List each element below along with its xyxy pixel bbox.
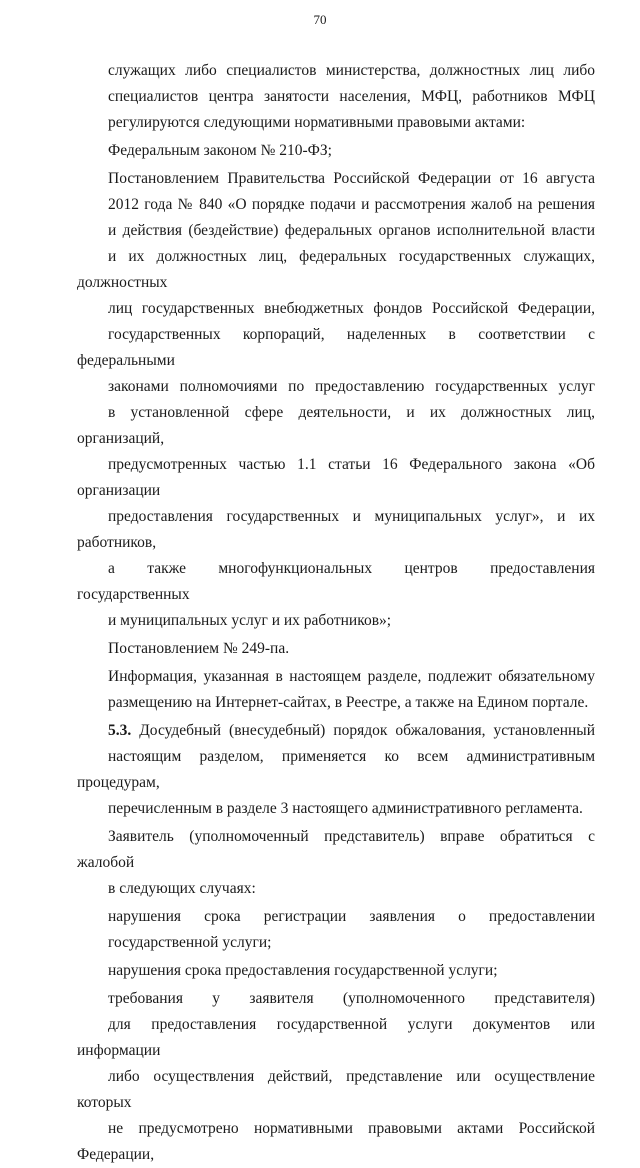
section-number: 5.3. (108, 722, 132, 739)
text-line: и действия (бездействие) федеральных органов исполнительной власти (108, 222, 595, 239)
paragraph-decree-249 (77, 636, 595, 662)
text-line: либо осуществления действий, представление или осуществление которых (77, 1068, 595, 1111)
text-line: законами полномочиями по предоставлению государственных услуг (108, 378, 595, 395)
text-line: не предусмотрено нормативными правовыми актами Российской Федерации, (77, 1120, 595, 1163)
text-line: и их должностных лиц, федеральных государственных служащих, должностных (77, 248, 595, 291)
text-line: Федеральным законом № 210-ФЗ; (108, 142, 332, 159)
text-line: а также многофункциональных центров предоставления государственных (77, 560, 595, 603)
text-line: настоящим разделом, применяется ко всем административным процедурам, (77, 748, 595, 791)
text-line: Постановлением № 249-па. (108, 640, 290, 657)
text-line (77, 718, 595, 744)
text-line: Заявитель (уполномоченный представитель) вправе обратиться с жалобой (77, 828, 595, 871)
paragraph-information-placement (77, 664, 595, 716)
text-line: специалистов центра занятости населения, МФЦ, работников МФЦ (108, 88, 595, 105)
text-line: нарушения срока регистрации заявления о предоставлении (108, 908, 595, 925)
text-line: перечисленным в разделе 3 настоящего административного регламента. (108, 800, 583, 817)
text-line: нарушения срока предоставления государственной услуги; (108, 962, 498, 979)
text-line: и муниципальных услуг и их работников»; (108, 612, 392, 629)
text-line: предоставления государственных и муниципальных услуг», и их работников, (77, 508, 595, 551)
section-5-3 (77, 718, 595, 822)
text-line: размещению на Интернет-сайтах, в Реестре, а также на Едином портале. (108, 694, 589, 711)
paragraph-regulating-acts (77, 58, 595, 136)
page-number: 70 (313, 12, 327, 27)
text-fragment: Досудебный (внесудебный) порядок обжалования, установленный (131, 722, 595, 739)
text-line: государственной услуги; (108, 934, 272, 951)
case-service-deadline (77, 958, 595, 984)
text-line: лиц государственных внебюджетных фондов Российской Федерации, (108, 300, 595, 317)
text-line: Постановлением Правительства Российской Федерации от 16 августа (108, 170, 595, 187)
text-line: регулируются следующими нормативными правовыми актами: (108, 114, 526, 131)
text-line: в установленной сфере деятельности, и их должностных лиц, организаций, (77, 404, 595, 447)
document-body (77, 58, 595, 1168)
text-line: государственных корпораций, наделенных в соответствии с федеральными (77, 326, 595, 369)
paragraph-federal-law (77, 138, 595, 164)
text-line: для предоставления государственной услуги документов или информации (77, 1016, 595, 1059)
text-line: требования у заявителя (уполномоченного представителя) (108, 990, 595, 1007)
text-line: служащих либо специалистов министерства, должностных лиц либо (108, 62, 595, 79)
paragraph-complaint-cases (77, 824, 595, 902)
case-registration-deadline (77, 904, 595, 956)
case-document-requirements (77, 986, 595, 1168)
text-line: предусмотренных частью 1.1 статьи 16 Федерального закона «Об организации (77, 456, 595, 499)
text-line: Информация, указанная в настоящем разделе, подлежит обязательному (108, 668, 595, 685)
paragraph-government-decree (77, 166, 595, 634)
text-line: в следующих случаях: (108, 880, 256, 897)
text-line: 2012 года № 840 «О порядке подачи и рассмотрения жалоб на решения (108, 196, 595, 213)
